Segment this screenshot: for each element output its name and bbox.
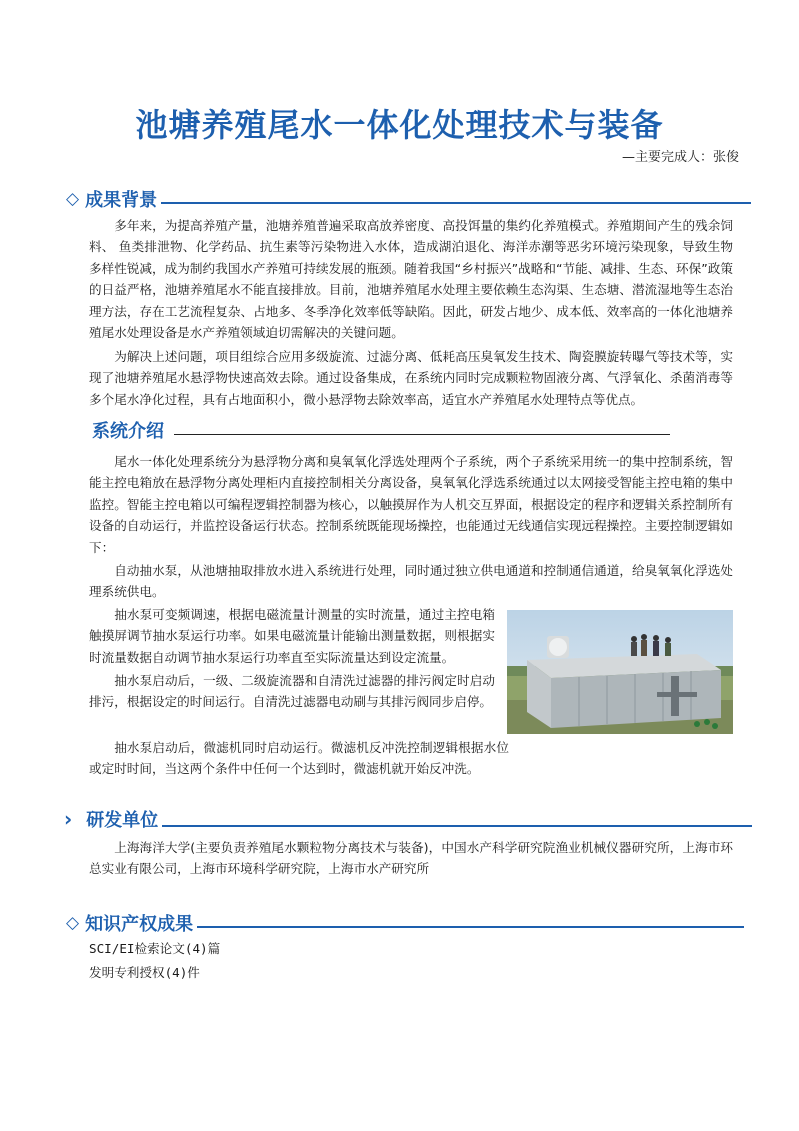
system-paragraph-1: 尾水一体化处理系统分为悬浮物分离和臭氧氧化浮选处理两个子系统，两个子系统采用统一的集中控制系统，智能主控电箱放在悬浮物分离处理柜内直接控制相关分离设备，臭氧氧化浮选系统通过以太网接受智能主控电箱的集中监控。智能主控电箱以可编程逻辑控制器为核心，以触摸屏作为人机交互界面，根据设定的程序和逻辑关系控制所有设备的自动运行，并监控设备运行状态。控制系统既能现场操控，也能通过无线通信实现远程操控。主要控制逻辑如下： xyxy=(89,454,733,555)
system-paragraph-5: 抽水泵启动后，微滤机同时启动运行。微滤机反冲洗控制逻辑根据水位或定时时间，当这两个条件中任何一个达到时，微滤机就开始反冲洗。 xyxy=(89,740,509,777)
chevron-right-icon: › xyxy=(64,807,73,831)
system-paragraph-3: 抽水泵可变频调速，根据电磁流量计测量的实时流量，通过主控电箱触摸屏调节抽水泵运行功率。如果电磁流量计能输出测量数据，则根据实时流量数据自动调节抽水泵运行功率直至实际流量达到设定流量。 xyxy=(89,607,495,665)
equipment-photo xyxy=(507,610,733,734)
system-paragraph-2: 自动抽水泵，从池塘抽取排放水进入系统进行处理，同时通过独立供电通道和控制通信通道，给臭氧氧化浮选处理系统供电。 xyxy=(89,563,733,600)
section-divider xyxy=(174,434,670,435)
system-paragraph-4: 抽水泵启动后，一级、二级旋流器和自清洗过滤器的排污阀定时启动排污，根据设定的时间运行。自清洗过滤器电动刷与其排污阀同步启停。 xyxy=(89,673,495,710)
section-heading-ip xyxy=(66,910,744,936)
diamond-icon: ◇ xyxy=(66,913,80,933)
units-paragraph: 上海海洋大学(主要负责养殖尾水颗粒物分离技术与装备)，中国水产科学研究院渔业机械仪器研究所，上海市环总实业有限公司，上海市环境科学研究院，上海市水产研究所 xyxy=(89,840,733,877)
section-title-system: 系统介绍 xyxy=(92,421,164,442)
section-heading-units xyxy=(64,806,752,832)
section-heading-system xyxy=(92,417,670,443)
section-divider xyxy=(161,202,751,204)
section-heading-background xyxy=(66,186,751,212)
section-divider xyxy=(197,926,744,928)
diamond-icon: ◇ xyxy=(66,189,80,209)
background-paragraph-2: 为解决上述问题，项目组综合应用多级旋流、过滤分离、低耗高压臭氧发生技术、陶瓷膜旋转曝气等技术等，实现了池塘养殖尾水悬浮物快速高效去除。通过设备集成，在系统内同时完成颗粒物固液分离、气浮氧化、杀菌消毒等多个尾水净化过程，具有占地面积小，微小悬浮物去除效率高，适宜水产养殖尾水处理特点等优点。 xyxy=(89,349,733,407)
section-title-background: 成果背景 xyxy=(85,190,158,211)
ip-item-papers: SCI/EI检索论文(4)篇 xyxy=(89,941,221,956)
background-paragraph-1: 多年来，为提高养殖产量，池塘养殖普遍采取高放养密度、高投饵量的集约化养殖模式。养殖期间产生的残余饲料、 鱼类排泄物、化学药品、抗生素等污染物进入水体，造成湖泊退化、海洋赤潮等恶劣环境污染现象，导致生物多样性锐减，成为制约我国水产养殖可持续发展的瓶颈。随着我国“乡村振兴”战略和“节能、减排、生态、环保”政策的日益严格，池塘养殖尾水不能直接排放。目前，池塘养殖尾水处理主要依赖生态沟渠、生态塘、潜流湿地等生态治理方法，存在工艺流程复杂、占地多、冬季净化效率低等缺陷。因此，研发占地少、成本低、效率高的一体化池塘养殖尾水处理设备是水产养殖领域迫切需解决的关键问题。 xyxy=(89,218,733,341)
section-title-units: 研发单位 xyxy=(86,810,159,831)
author-line: —主要完成人：张俊 xyxy=(621,150,739,165)
page-title: 池塘养殖尾水一体化处理技术与装备 xyxy=(135,106,664,144)
ip-item-patents: 发明专利授权(4)件 xyxy=(89,965,200,980)
section-title-ip: 知识产权成果 xyxy=(85,914,194,935)
section-divider xyxy=(162,825,752,827)
